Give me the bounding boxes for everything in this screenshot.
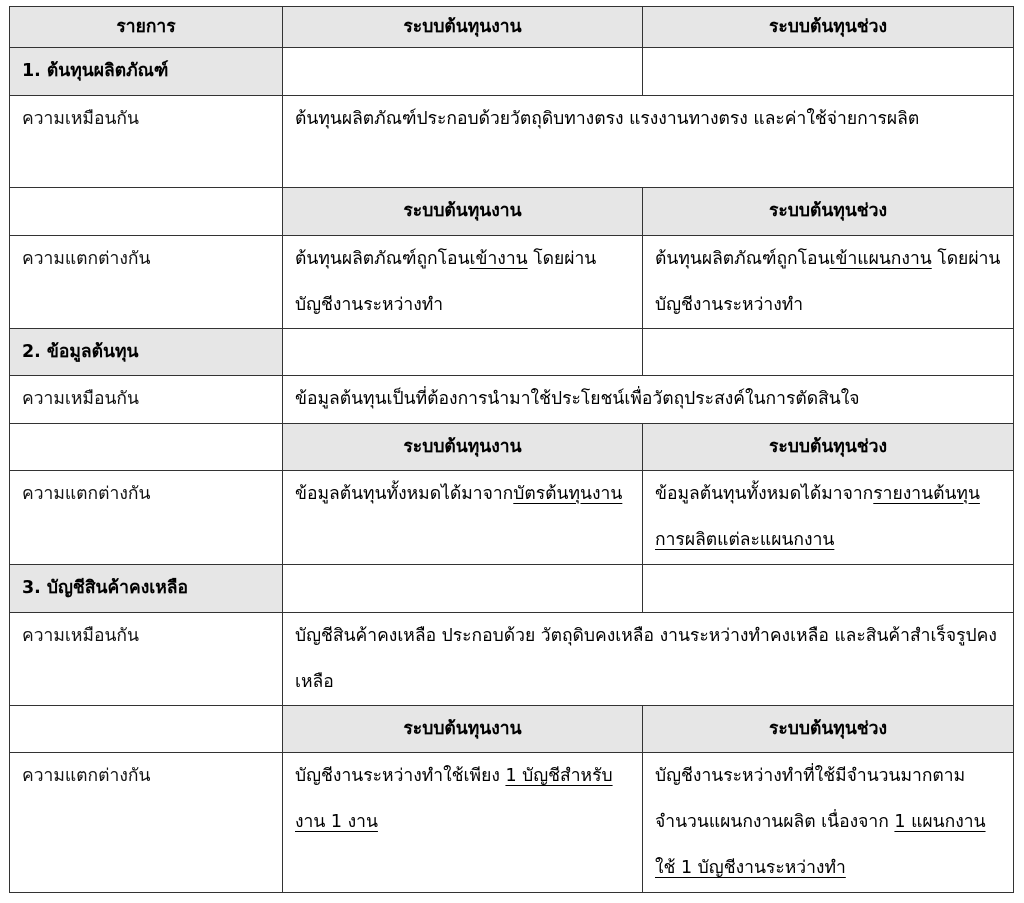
job-order-difference: ต้นทุนผลิตภัณฑ์ถูกโอนเข้างาน โดยผ่านบัญชีงานระหว่างทำ	[283, 236, 643, 329]
subheader-process: ระบบต้นทุนช่วง	[643, 706, 1014, 753]
difference-row	[10, 753, 1014, 893]
job-order-difference: ข้อมูลต้นทุนทั้งหมดได้มาจากบัตรต้นทุนงาน	[283, 471, 643, 565]
similarity-label: ความเหมือนกัน	[10, 613, 283, 706]
subheader-job-order: ระบบต้นทุนงาน	[283, 188, 643, 236]
underlined-term: รายงานต้นทุนการผลิตแต่ละแผนกงาน	[655, 484, 980, 550]
underlined-term: 1 บัญชีสำหรับงาน 1 งาน	[295, 766, 613, 832]
underlined-term: เข้าแผนกงาน	[829, 249, 932, 269]
difference-label: ความแตกต่างกัน	[10, 753, 283, 893]
subheader-row	[10, 706, 1014, 753]
subheader-job-order: ระบบต้นทุนงาน	[283, 424, 643, 471]
difference-label: ความแตกต่างกัน	[10, 471, 283, 565]
underlined-term: 1 แผนกงาน ใช้ 1 บัญชีงานระหว่างทำ	[655, 812, 986, 878]
section-title: 1. ต้นทุนผลิตภัณฑ์	[10, 48, 283, 96]
similarity-row	[10, 613, 1014, 706]
underlined-term: เข้างาน	[469, 249, 528, 269]
difference-row	[10, 236, 1014, 329]
header-process: ระบบต้นทุนช่วง	[643, 7, 1014, 48]
similarity-text: ข้อมูลต้นทุนเป็นที่ต้องการนำมาใช้ประโยชน์เพื่อวัตถุประสงค์ในการตัดสินใจ	[283, 376, 1014, 424]
process-difference: ข้อมูลต้นทุนทั้งหมดได้มาจากรายงานต้นทุนการผลิตแต่ละแผนกงาน	[643, 471, 1014, 565]
comparison-table	[9, 6, 1014, 893]
section-row	[10, 565, 1014, 613]
similarity-row	[10, 96, 1014, 188]
table-header-row	[10, 7, 1014, 48]
section-row	[10, 48, 1014, 96]
process-difference: ต้นทุนผลิตภัณฑ์ถูกโอนเข้าแผนกงาน โดยผ่านบัญชีงานระหว่างทำ	[643, 236, 1014, 329]
similarity-text: ต้นทุนผลิตภัณฑ์ประกอบด้วยวัตถุดิบทางตรง แรงงานทางตรง และค่าใช้จ่ายการผลิต	[283, 96, 1014, 188]
subheader-job-order: ระบบต้นทุนงาน	[283, 706, 643, 753]
difference-row	[10, 471, 1014, 565]
similarity-text: บัญชีสินค้าคงเหลือ ประกอบด้วย วัตถุดิบคงเหลือ งานระหว่างทำคงเหลือ และสินค้าสำเร็จรูปคงเหลือ	[283, 613, 1014, 706]
section-title: 3. บัญชีสินค้าคงเหลือ	[10, 565, 283, 613]
difference-label: ความแตกต่างกัน	[10, 236, 283, 329]
subheader-process: ระบบต้นทุนช่วง	[643, 424, 1014, 471]
process-difference: บัญชีงานระหว่างทำที่ใช้มีจำนวนมากตามจำนวนแผนกงานผลิต เนื่องจาก 1 แผนกงาน ใช้ 1 บัญชีงานระหว่างทำ	[643, 753, 1014, 893]
similarity-label: ความเหมือนกัน	[10, 96, 283, 188]
section-row	[10, 329, 1014, 376]
similarity-label: ความเหมือนกัน	[10, 376, 283, 424]
underlined-term: บัตรต้นทุนงาน	[513, 484, 623, 504]
header-item: รายการ	[10, 7, 283, 48]
subheader-process: ระบบต้นทุนช่วง	[643, 188, 1014, 236]
subheader-row	[10, 424, 1014, 471]
section-title: 2. ข้อมูลต้นทุน	[10, 329, 283, 376]
job-order-difference: บัญชีงานระหว่างทำใช้เพียง 1 บัญชีสำหรับงาน 1 งาน	[283, 753, 643, 893]
header-job-order: ระบบต้นทุนงาน	[283, 7, 643, 48]
subheader-row	[10, 188, 1014, 236]
similarity-row	[10, 376, 1014, 424]
